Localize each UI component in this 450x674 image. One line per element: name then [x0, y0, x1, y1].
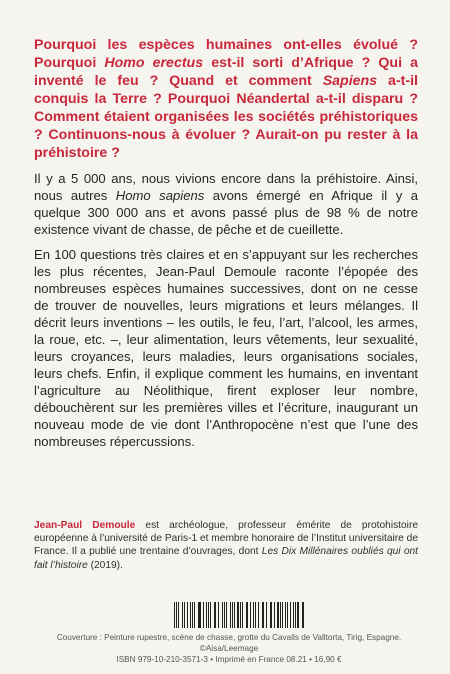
summary-paragraph: En 100 questions très claires et en s’appuyant sur les recherches les plus récentes, Jean-Paul Demoule raconte l’épopée des nombreuses espèces humaines successives, dont on ne cesse de trouver de nouvelles, leurs migrations et leurs mélanges. Il décrit leurs inventions – les outils, le feu, l’art, l’alcool, les armes, la roue, etc. –, leur alimentation, leurs vêtements, leur sexualité, leurs croyances, leurs maladies, leurs organisations sociales, leurs chefs. Enfin, il explique comment les humains, en inventant l’agriculture au Néolithique, firent exploser leur nombre, débouchèrent sur les premières villes et l’écriture, inaugurant un nouveau mode de vie dont l’Anthropocène n’est que l’une des nombreuses répercussions.	[34, 247, 418, 449]
barcode-bar	[194, 602, 195, 628]
barcode-bar	[297, 602, 298, 628]
barcode-bar	[290, 602, 291, 628]
isbn-price-line: ISBN 979-10-210-3571-3 • Imprimé en France 08.21 • 16,90 €	[116, 655, 342, 664]
barcode-bar	[230, 602, 231, 628]
barcode-bar	[237, 602, 238, 628]
intro-paragraph: Il y a 5 000 ans, nous vivions encore dans la préhistoire. Ainsi, nous autres Homo sapiens avons émergé en Afrique il y a quelque 300 000 ans et avons passé plus de 98 % de notre existence vivant de chasse, de pêche et de cueillette.	[34, 171, 419, 237]
barcode-bar	[285, 602, 286, 628]
author-bio: Jean-Paul Demoule est archéologue, professeur émérite de protohistoire européenne à l’université de Paris-1 et membre honoraire de l’Institut universitaire de France. Il a publié une trentaine d’ouvrages, dont Les Dix Millénaires oubliés qui ont fait l’histoire (2019).	[34, 520, 418, 571]
barcode-bar	[303, 602, 304, 628]
barcode-bar	[222, 602, 223, 628]
barcode-bar	[199, 602, 200, 628]
barcode-bar	[255, 602, 256, 628]
barcode-bar	[182, 602, 183, 628]
headline-emphasis-homo-erectus: Homo erectus	[104, 55, 204, 71]
barcode-bar	[271, 602, 272, 628]
barcode-bar	[174, 602, 175, 628]
bio-book-title: Les Dix Millénaires oubliés qui ont fait l’histoire	[34, 546, 418, 571]
barcode-bar	[187, 602, 188, 628]
barcode-bar	[253, 602, 254, 628]
barcode-bar	[263, 602, 264, 628]
credits	[34, 632, 424, 665]
author-name: Jean-Paul Demoule	[34, 520, 136, 531]
headline-questions: Pourquoi les espèces humaines ont-elles évolué ? Pourquoi Homo erectus est-il sorti d’Afrique ? Qui a inventé le feu ? Quand et comment Sapiens a-t-il conquis la Terre ? Pourquoi Néandertal a-t-il disparu ? Comment étaient organisées les sociétés préhistoriques ? Continuons-nous à évoluer ? Aurait-on pu rester à la préhistoire ?	[34, 37, 419, 161]
barcode-bar	[277, 602, 278, 628]
cover-credit-line: Couverture : Peinture rupestre, scène de chasse, grotte du Cavalls de Valltorta, Tirig, Espagne. ©Aisa/Leemage	[56, 633, 402, 653]
barcode	[174, 602, 306, 628]
headline-emphasis-sapiens: Sapiens	[322, 73, 378, 89]
back-cover	[34, 36, 419, 571]
barcode-bar	[242, 602, 243, 628]
intro-emphasis-homo-sapiens: Homo sapiens	[115, 188, 205, 203]
barcode-bar	[208, 602, 209, 628]
barcode-bar	[218, 602, 219, 628]
